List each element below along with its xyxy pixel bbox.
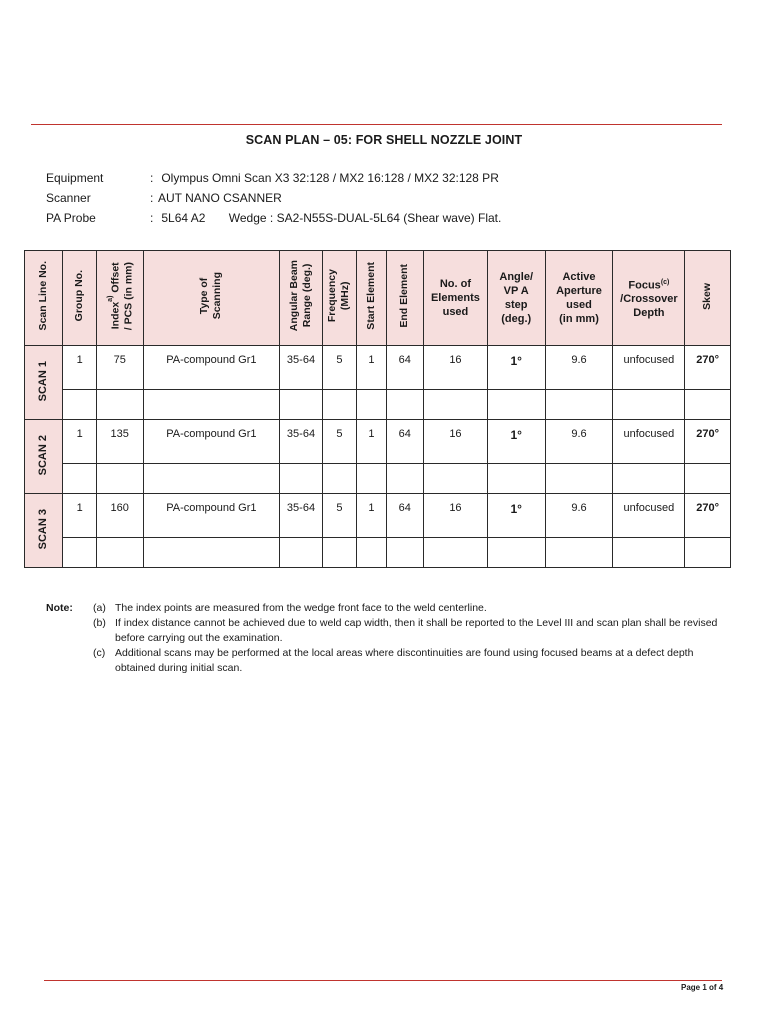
page-number: Page 1 of 4 [681,983,724,992]
header-angle-step: Angle/ VP A step (deg.) [487,251,545,346]
note-item [46,616,736,646]
header-skew: Skew [685,251,731,346]
table-row-blank [25,464,731,494]
end-element-cell: 64 [386,494,423,538]
aperture-cell: 9.6 [545,494,613,538]
note-item [46,646,736,676]
header-active-aperture: Active Aperture used (in mm) [545,251,613,346]
notes-label: Note: [46,602,73,614]
angle-cell: 1° [487,346,545,390]
note-marker: (a) [93,602,106,614]
group-cell: 1 [63,494,96,538]
note-text: If index distance cannot be achieved due to weld cap width, then it shall be reported to the Level III and scan plan shall be revised before carrying out the examination. [115,617,718,644]
table-row [25,420,731,464]
scan-label-cell: SCAN 3 [25,494,63,568]
end-element-cell: 64 [386,346,423,390]
probe-value: 5L64 A2 [161,211,206,225]
scan-plan-table [24,250,731,568]
table-row-blank [25,390,731,420]
scanner-value: AUT NANO CSANNER [158,191,282,205]
note-item [46,601,736,616]
skew-cell: 270° [685,346,731,390]
focus-cell: unfocused [613,420,685,464]
table-row [25,494,731,538]
frequency-cell: 5 [322,420,356,464]
scanner-row: Scanner : AUT NANO CSANNER [46,188,501,208]
type-cell: PA-compound Gr1 [143,494,280,538]
note-marker: (c) [93,647,106,659]
start-element-cell: 1 [357,420,386,464]
notes-section [46,601,736,676]
header-angular-range: Angular Beam Range (deg.) [280,251,323,346]
equipment-row: Equipment : Olympus Omni Scan X3 32:128 / MX2 16:128 / MX2 32:128 PR [46,168,501,188]
header-index-offset: Index$^{a)}$ Offset / PCS (in mm) [96,251,143,346]
type-cell: PA-compound Gr1 [143,346,280,390]
angle-cell: 1° [487,420,545,464]
wedge-label: Wedge [228,211,267,225]
scan-label-cell: SCAN 1 [25,346,63,420]
header-elements-used: No. of Elements used [424,251,488,346]
elements-cell: 16 [424,346,488,390]
note-text: Additional scans may be performed at the local areas where discontinuities are found using focused beams at a defect depth obtained during initial scan. [115,647,694,674]
range-cell: 35-64 [280,420,323,464]
start-element-cell: 1 [357,346,386,390]
focus-cell: unfocused [613,346,685,390]
aperture-cell: 9.6 [545,420,613,464]
range-cell: 35-64 [280,494,323,538]
scan-label-cell: SCAN 2 [25,420,63,494]
equipment-label: Equipment [46,171,104,185]
header-start-element: Start Element [357,251,386,346]
equipment-value: Olympus Omni Scan X3 32:128 / MX2 16:128 / MX2 32:128 PR [161,171,499,185]
probe-row: PA Probe : 5L64 A2 Wedge : SA2-N55S-DUAL-5L64 (Shear wave) Flat. [46,208,501,228]
header-type-of-scanning: Type of Scanning [143,251,280,346]
header-group: Group No. [63,251,96,346]
end-element-cell: 64 [386,420,423,464]
index-cell: 135 [96,420,143,464]
note-marker: (b) [93,617,106,629]
start-element-cell: 1 [357,494,386,538]
elements-cell: 16 [424,420,488,464]
bottom-divider [44,980,722,981]
elements-cell: 16 [424,494,488,538]
equipment-info [46,168,501,228]
header-focus-depth: Focus$^{(c)}$ /Crossover Depth [613,251,685,346]
scanner-label: Scanner [46,191,91,205]
skew-cell: 270° [685,494,731,538]
index-cell: 160 [96,494,143,538]
type-cell: PA-compound Gr1 [143,420,280,464]
note-text: The index points are measured from the wedge front face to the weld centerline. [115,602,487,614]
frequency-cell: 5 [322,494,356,538]
document-title: SCAN PLAN – 05: FOR SHELL NOZZLE JOINT [245,133,523,147]
group-cell: 1 [63,420,96,464]
skew-cell: 270° [685,420,731,464]
probe-label: PA Probe [46,211,96,225]
table-row-blank [25,538,731,568]
index-cell: 75 [96,346,143,390]
group-cell: 1 [63,346,96,390]
angle-cell: 1° [487,494,545,538]
range-cell: 35-64 [280,346,323,390]
frequency-cell: 5 [322,346,356,390]
focus-cell: unfocused [613,494,685,538]
top-divider [31,124,722,125]
aperture-cell: 9.6 [545,346,613,390]
header-scan-line: Scan Line No. [25,251,63,346]
header-end-element: End Element [386,251,423,346]
header-frequency: Frequency (MHz) [322,251,356,346]
wedge-value: SA2-N55S-DUAL-5L64 (Shear wave) Flat. [276,211,502,225]
table-header-row [25,251,731,346]
table-row [25,346,731,390]
